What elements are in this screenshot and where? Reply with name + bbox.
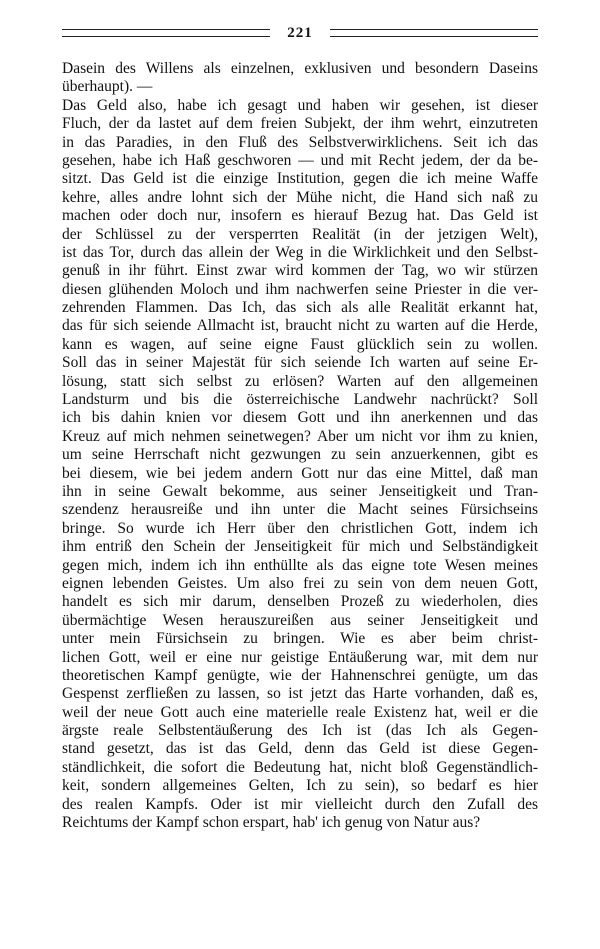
text-line: ihm entriß den Schein der Jenseitigkeit für mich und Selbständigkeit (62, 538, 538, 556)
text-line: diesen glühenden Moloch und ihm nachwerfen seine Priester in die ver- (62, 280, 538, 298)
text-line: übermächtige Wesen herauszureißen aus seiner Jenseitigkeit und (62, 611, 538, 629)
text-line: theoretischen Kampf genügte, wie der Hahnenschrei genügte, um das (62, 666, 538, 684)
text-line: kann es wagen, auf seine eigne Faust glücklich sein zu wollen. (62, 335, 538, 353)
text-line: ihn in seine Gewalt bekomme, aus seiner Jenseitigkeit und Tran- (62, 482, 538, 500)
text-line: Soll das in seiner Majestät für sich seiende Ich warten auf seine Er- (62, 354, 538, 372)
text-line: Reichtums der Kampf schon erspart, hab' ich genug von Natur aus? (62, 814, 481, 832)
text-line: bei diesem, wie bei jedem andern Gott nur das eine Mittel, daß man (62, 464, 538, 482)
text-line: genuß in ihr führt. Einst zwar wird kommen der Tag, wo wir stürzen (62, 262, 538, 280)
text-line: Landsturm und bis die österreichische Landwehr nachrückt? Soll (62, 391, 538, 409)
text-line: Dasein des Willens als einzelnen, exklusiven und besondern Daseins (62, 60, 538, 77)
text-line: handelt es sich mir darum, denselben Prozeß zu wiederholen, dies (62, 593, 538, 611)
text-line: lichen Gott, weil er eine nur geistige Entäußerung war, mit dem nur (62, 648, 538, 666)
text-line: weil der neue Gott auch eine materielle reale Existenz hat, weil er die (62, 703, 538, 721)
text-line: des realen Kampfs. Oder ist mir vielleicht durch den Zufall des (62, 795, 538, 813)
text-line: machen oder doch nur, insofern es hierauf Bezug hat. Das Geld ist (62, 207, 538, 225)
text-line: bringe. So wurde ich Herr über den christlichen Gott, indem ich (62, 519, 538, 537)
text-line: gegen mich, indem ich ihn enthüllte als das eigne tote Wesen meines (62, 556, 538, 574)
text-line: zehrenden Flammen. Das Ich, das sich als alle Realität erkannt hat, (62, 299, 538, 317)
text-line: ständlichkeit, die sofort die Bedeutung hat, nicht bloß Gegenständlich- (62, 758, 538, 776)
page-number: 221 (287, 25, 313, 41)
text-line: Das Geld also, habe ich gesagt und haben wir gesehen, ist dieser (62, 96, 538, 114)
text-line: das für sich seiende Allmacht ist, braucht nicht zu warten auf die Herde, (62, 317, 538, 335)
text-line: ist das Tor, durch das allein der Weg in die Wirklichkeit und den Selbst- (62, 243, 538, 261)
text-line: um seine Herrschaft nicht gezwungen zu sein anzuerkennen, gibt es (62, 446, 538, 464)
text-line: szendenz herausreiße und ihn unter die Macht seines Fürsichseins (62, 501, 538, 519)
text-line: gesehen, habe ich Haß geschworen — und mit Recht jedem, der da be- (62, 151, 538, 169)
text-line: Kreuz auf mich nehmen seinetwegen? Aber um nicht vor ihm zu knien, (62, 427, 538, 445)
text-line: in das Paradies, in den Fluß des Selbstverwirklichens. Seit ich das (62, 133, 538, 151)
text-line: keit, sondern allgemeines Gelten, Ich zu sein), so bedarf es hier (62, 777, 538, 795)
header-rule-right (330, 29, 538, 37)
text-line: unter mein Fürsichsein zu bringen. Wie es aber beim christ- (62, 630, 538, 648)
text-line: Fluch, der da lastet auf dem freien Subjekt, der ihm wehrt, einzutreten (62, 115, 538, 133)
text-line: stand gesetzt, das ist das Geld, denn das Geld ist diese Gegen- (62, 740, 538, 758)
text-line: Gespenst zerfließen zu lassen, so ist jetzt das Harte vorhanden, daß es, (62, 685, 538, 703)
page-header (62, 24, 538, 44)
text-line: lösung, statt sich selbst zu erlösen? Warten auf den allgemeinen (62, 372, 538, 390)
body-text (62, 60, 538, 832)
text-line: ich bis dahin knien vor diesem Gott und ihn anerkennen und das (62, 409, 538, 427)
text-line: sitzt. Das Geld ist die einzige Institution, gegen die ich meine Waffe (62, 170, 538, 188)
text-line: der Schlüssel zu der versperrten Realität (in der jetzigen Welt), (62, 225, 538, 243)
text-line: überhaupt). — (62, 78, 153, 96)
text-line: ärgste reale Selbstentäußerung des Ich ist (das Ich als Gegen- (62, 722, 538, 740)
header-rule-left (62, 29, 270, 37)
text-line: eignen lebenden Geistes. Um also frei zu sein von dem neuen Gott, (62, 574, 538, 592)
text-line: kehre, alles andre lohnt sich der Mühe nicht, die Hand sich naß zu (62, 188, 538, 206)
